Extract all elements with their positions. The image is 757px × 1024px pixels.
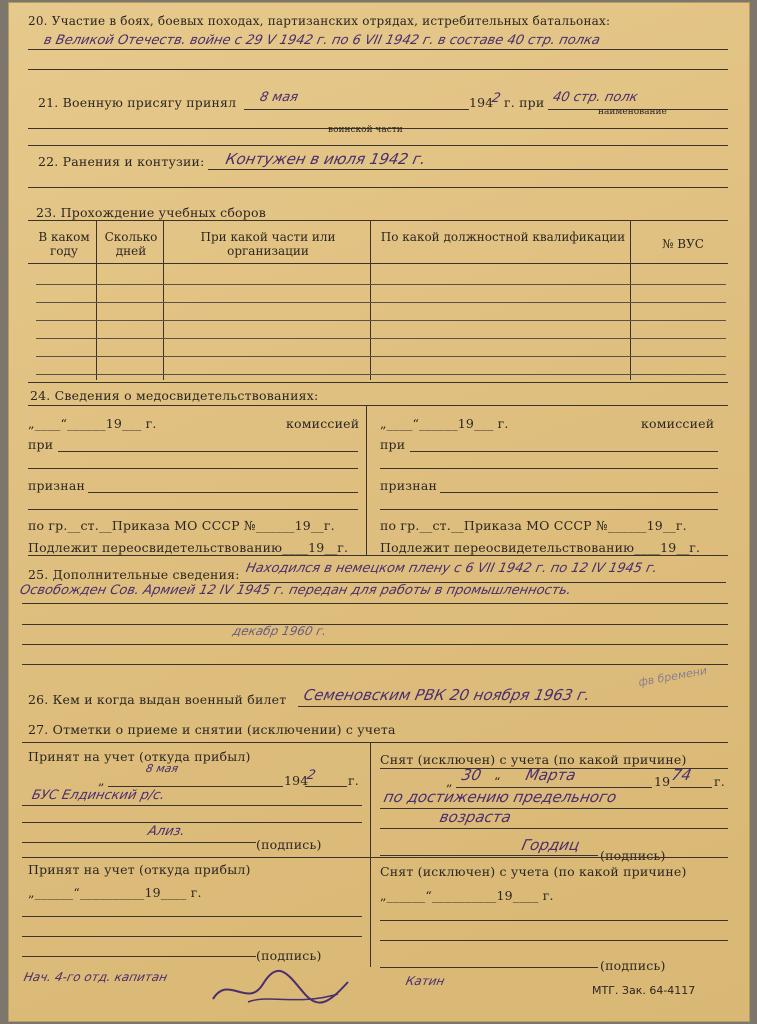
accepted-year: 194 <box>284 773 309 788</box>
col-unit: При какой части или организации <box>200 230 336 258</box>
accepted-podpis-2: (подпись) <box>256 948 322 963</box>
accepted-from: БУС Елдинский р/с. <box>30 788 167 803</box>
med-right-pri: при <box>380 437 406 452</box>
caption-naimenovanie: наименование <box>598 107 667 117</box>
med-left-date: „____“______19___ г. <box>28 416 157 431</box>
section-25-label: 25. Дополнительные сведения: <box>28 567 240 582</box>
removed-podpis: (подпись) <box>600 848 666 863</box>
caption-voinskoi-chasti: воинской части <box>328 125 403 135</box>
oath-g-pri: г. при <box>504 95 545 110</box>
accepted-g: г. <box>348 773 359 788</box>
med-left-priznan: признан <box>28 478 85 493</box>
military-id-card-page: 20. Участие в боях, боевых походах, партизанских отрядах, истребительных батальонах: в Великой Отечеств. войне с 29 V 1942 г. по 6 VII 1942 г. в составе 40 стр. полка 21. Военную присягу принял 8 мая 194 2 г. при 40 стр. полк наименование воинской части 22. Ранения и контузии: Контужен в июля 1942 г. 23. Прохождение учебных сборов В каком году Сколько дней При какой части или организации По какой должностной квалификации № ВУС 24. Сведения о медосвидетельствованиях: „____“______19___ г. комиссией при признан по гр.__ст.__Приказа МО СССР №______19__г. Подлежит переосвидетельствованию____19__г. „____“______19___ г. комиссией при признан по гр.__ст.__Приказа МО СССР №______19__г. Подлежит переосвидетельствованию____19__г. 25. Дополнительные сведения: Находился в немецком плену с 6 VII 1942 г. по 12 IV 1945 г. Освобожден Сов. Армией 12 IV 1945 г. передан для работы в промышленность. декабр 1960 г. фв бремени 26. Кем и когда выдан военный билет Семеновским РВК 20 ноября 1963 г. 27. Отметки о приеме и снятии (исключении) с учета Принят на учет (откуда прибыл) „ 8 мая 194 2 г. БУС Елдинский р/с. Ализ. (подпись) Снят (исключен) с учета (по какой причине) „ 30 “ Марта 19 74 г. по достижению предельного возраста Гордиц (подпись) Принят на учет (откуда прибыл) „______“__________19____ г. (подпись) Снят (исключен) с учета (по какой причине) „______“__________19____ г. (подпись) Нач. 4-го отд. капитан Катин МТГ. Зак. 64-4117 <box>8 2 750 1022</box>
printer-mark: МТГ. Зак. 64-4117 <box>592 984 696 997</box>
col-year: В каком году <box>38 230 90 258</box>
accepted-podpis: (подпись) <box>256 837 322 852</box>
section-26-label: 26. Кем и когда выдан военный билет <box>28 692 287 707</box>
removed-month: Марта <box>524 766 578 784</box>
med-right-commission: комиссией <box>641 416 715 431</box>
med-right-reexam: Подлежит переосвидетельствованию____19__г. <box>380 540 701 555</box>
med-left-pri: при <box>28 437 54 452</box>
col-days: Сколько дней <box>104 230 158 258</box>
extra-info-line-2: Освобожден Сов. Армией 12 IV 1945 г. передан для работы в промышленность. <box>18 583 573 598</box>
oath-year-prefix: 194 <box>469 95 494 110</box>
section-20-label: 20. Участие в боях, боевых походах, партизанских отрядах, истребительных батальонах: <box>28 14 611 28</box>
removed-label: Снят (исключен) с учета (по какой причине) <box>380 752 687 767</box>
oath-unit: 40 стр. полк <box>551 90 640 105</box>
med-right-order: по гр.__ст.__Приказа МО СССР №______19__г. <box>380 518 687 533</box>
accepted-label-2: Принят на учет (откуда прибыл) <box>28 862 251 877</box>
removed-reason-1: по достижению предельного <box>382 788 619 806</box>
accepted-day: 8 мая <box>144 762 180 775</box>
accepted-date-2: „______“__________19____ г. <box>28 885 202 900</box>
side-note: фв бремени <box>637 664 708 689</box>
extra-info-line-3: декабр 1960 г. <box>231 624 329 638</box>
removed-label-2: Снят (исключен) с учета (по какой причине) <box>380 864 687 879</box>
officer-name-bracket: Катин <box>404 974 447 988</box>
section-27-label: 27. Отметки о приеме и снятии (исключении) с учета <box>28 722 396 737</box>
med-left-reexam: Подлежит переосвидетельствованию____19__г. <box>28 540 349 555</box>
accepted-label: Принят на учет (откуда прибыл) <box>28 749 251 764</box>
removed-podpis-2: (подпись) <box>600 958 666 973</box>
section-26-value: Семеновским РВК 20 ноября 1963 г. <box>302 686 592 704</box>
med-left-commission: комиссией <box>286 416 360 431</box>
accepted-year-digit: 2 <box>305 768 317 783</box>
officer-title: Нач. 4-го отд. капитан <box>22 970 169 984</box>
officer-signature <box>208 964 358 1014</box>
col-qualification: По какой должностной квалификации <box>380 230 626 244</box>
med-right-priznan: признан <box>380 478 437 493</box>
removed-date-2: „______“__________19____ г. <box>380 888 554 903</box>
section-22-value: Контужен в июля 1942 г. <box>224 150 428 168</box>
section-22-label: 22. Ранения и контузии: <box>38 154 205 169</box>
removed-year: 19 <box>654 774 671 789</box>
col-vus: № ВУС <box>662 237 704 251</box>
section-23-label: 23. Прохождение учебных сборов <box>36 205 266 220</box>
oath-year-digit: 2 <box>490 91 502 106</box>
med-left-order: по гр.__ст.__Приказа МО СССР №______19__г. <box>28 518 335 533</box>
oath-day: 8 мая <box>258 90 300 105</box>
section-21-label: 21. Военную присягу принял <box>38 95 237 110</box>
accepted-signature: Ализ. <box>146 824 187 839</box>
removed-year-digits: 74 <box>670 766 694 784</box>
section-24-label: 24. Сведения о медосвидетельствованиях: <box>30 388 319 403</box>
removed-g: г. <box>714 774 725 789</box>
removed-day: 30 <box>460 766 484 784</box>
extra-info-line-1: Находился в немецком плену с 6 VII 1942 г. по 12 IV 1945 г. <box>244 561 659 576</box>
removed-reason-2: возраста <box>438 808 513 826</box>
removed-signature: Гордиц <box>520 836 582 854</box>
med-right-date: „____“______19___ г. <box>380 416 509 431</box>
section-20-value: в Великой Отечеств. войне с 29 V 1942 г. по 6 VII 1942 г. в составе 40 стр. полка <box>42 33 602 48</box>
